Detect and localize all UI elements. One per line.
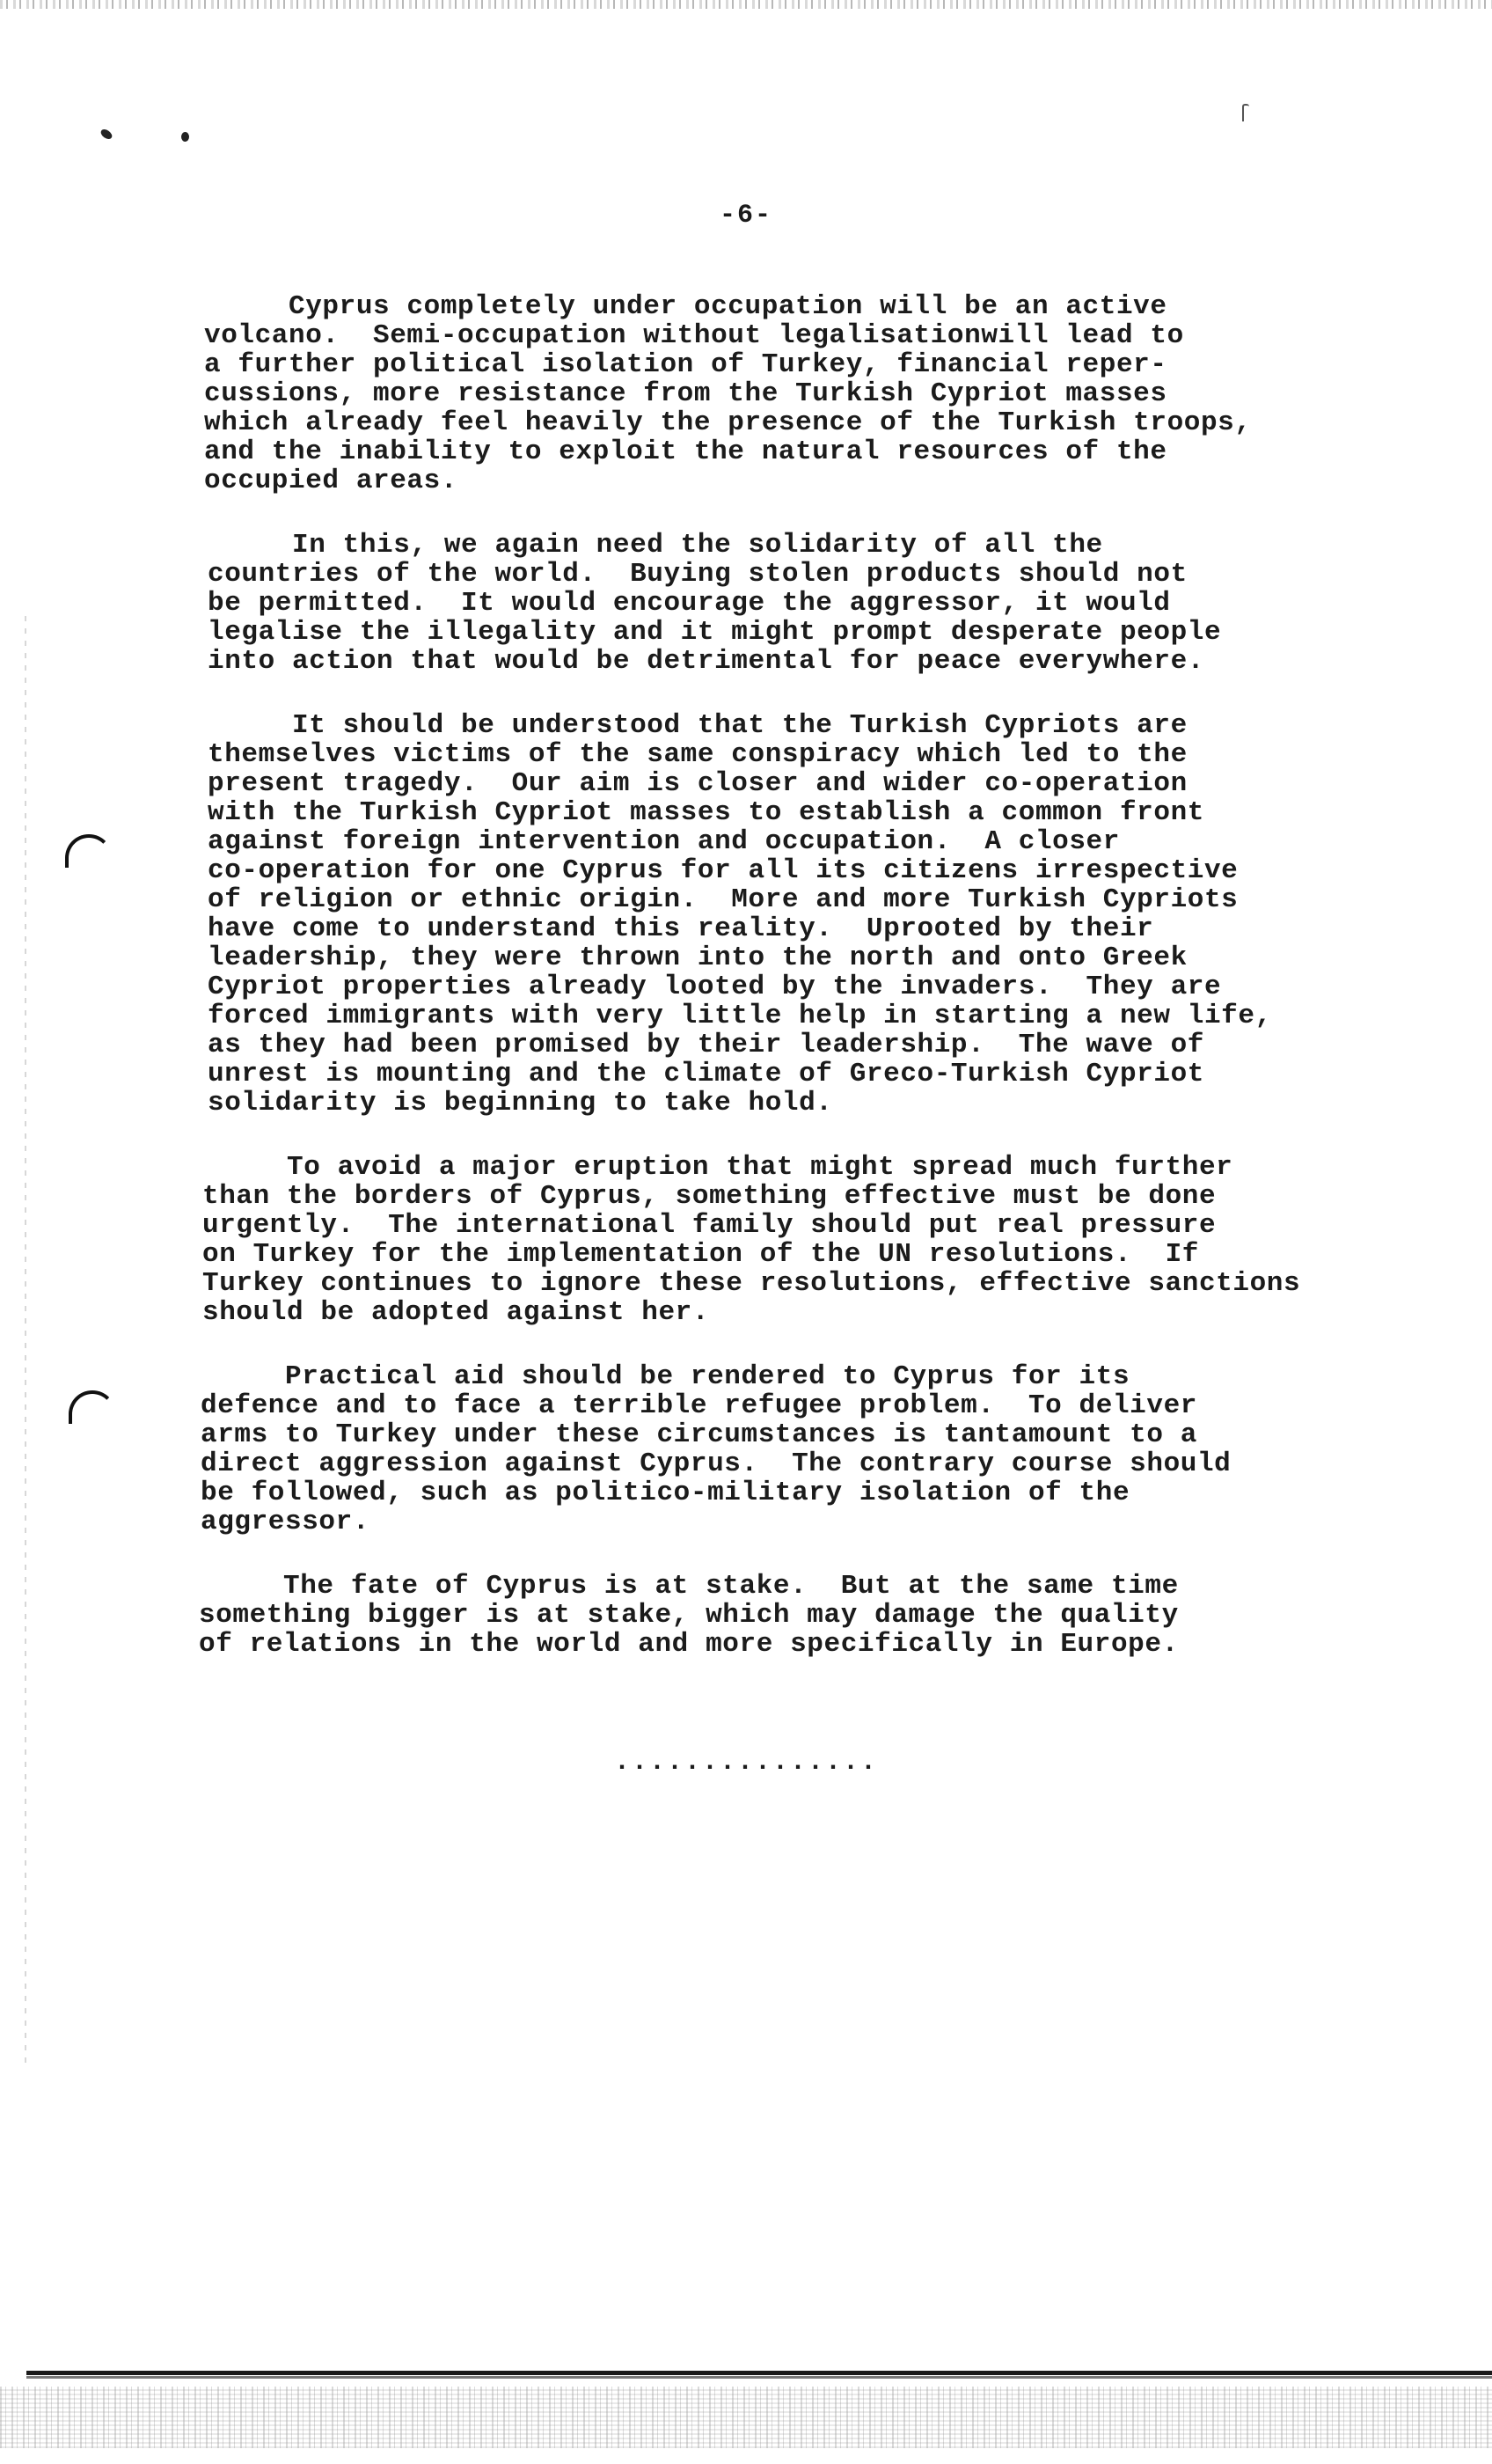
pencil-mark (1242, 104, 1249, 121)
end-of-text-mark: ............... (613, 1748, 879, 1778)
paragraph: The fate of Cyprus is at stake. But at the same time something bigger is at stake, which may damage the quality of relations in the world and more specifically in Europe. (199, 1571, 1179, 1660)
page-bottom-rule (26, 2371, 1492, 2375)
scan-left-margin (25, 616, 26, 2068)
scan-bottom-noise (0, 2387, 1492, 2448)
paragraph: Practical aid should be rendered to Cyprus for its defence and to face a terrible refugee problem. To deliver arms to Turkey under these circumstances is tantamount to a direct aggression against Cyprus. The contrary course should be followed, such as politico-military isolation of the aggressor. (201, 1361, 1232, 1537)
paragraph: It should be understood that the Turkish Cypriots are themselves victims of the same conspiracy which led to the present tragedy. Our aim is closer and wider co-operation with the Turkish Cypriot masses to establish a common front against foreign intervention and occupation. A closer co-operation for one Cyprus for all its citizens irrespective of religion or ethnic origin. More and more Turkish Cypriots have come to understand this reality. Uprooted by their leadership, they were thrown into the north and onto Greek Cypriot properties already looted by the invaders. They are forced immigrants with very little help in starting a new life, as they had been promised by their leadership. The wave of unrest is mounting and the climate of Greco-Turkish Cypriot solidarity is beginning to take hold. (208, 710, 1272, 1118)
paragraph: Cyprus completely under occupation will be an active volcano. Semi-occupation without legalisationwill lead to a further political isolation of Turkey, financial reper- cussions, more resistance from the Turkish Cypriot masses which already feel heavily the presence of the Turkish troops, and the inability to exploit the natural resources of the occupied areas. (204, 291, 1252, 496)
ink-speck (181, 132, 189, 142)
paragraph: To avoid a major eruption that might spread much further than the borders of Cyprus, something effective must be done urgently. The international family should put real pressure on Turkey for the implementation of the UN resolutions. If Turkey continues to ignore these resolutions, effective sanctions should be adopted against her. (202, 1152, 1301, 1328)
paragraph: In this, we again need the solidarity of all the countries of the world. Buying stolen products should not be permitted. It would encourage the aggressor, it would legalise the illegality and it might prompt desperate people into action that would be detrimental for peace everywhere. (208, 530, 1222, 677)
ink-speck (99, 128, 114, 141)
page-number: -6- (719, 201, 772, 231)
document-body (199, 291, 1357, 1694)
scan-top-edge (0, 0, 1492, 9)
page-bottom-rule-shadow (26, 2376, 1492, 2379)
punch-hole-mark (69, 1390, 116, 1424)
punch-hole-mark (65, 834, 113, 868)
